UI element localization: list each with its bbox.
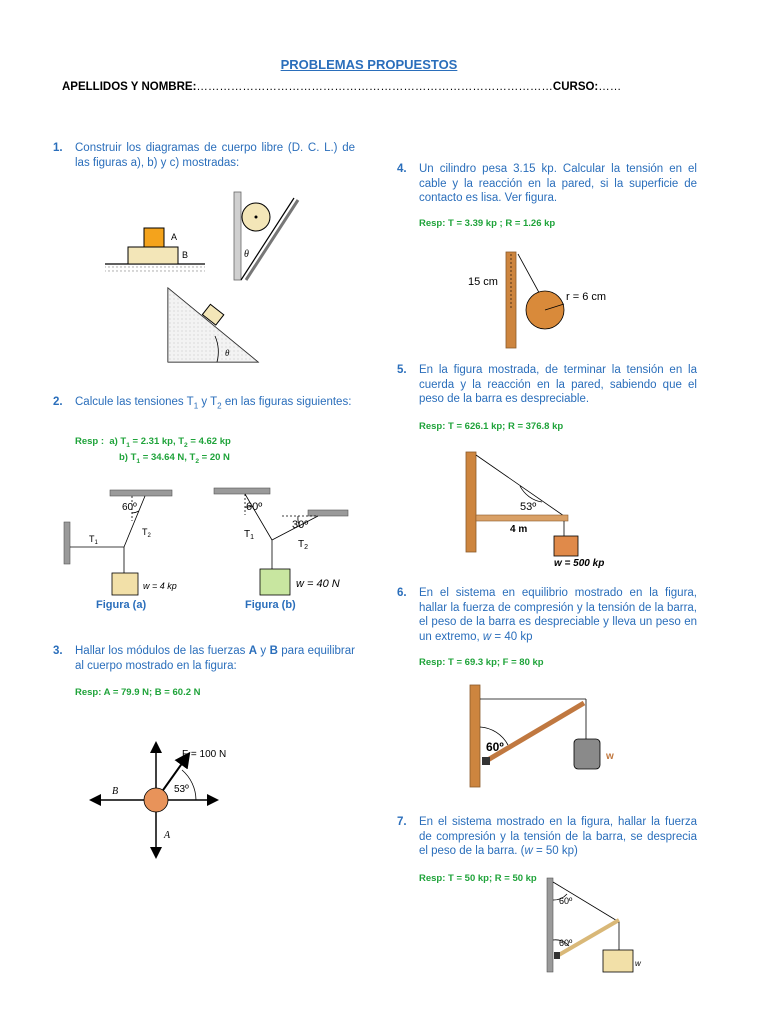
weight-label: w = 4 kp bbox=[143, 581, 177, 591]
ceiling-left bbox=[214, 488, 270, 494]
figure-2b-caption: Figura (b) bbox=[245, 599, 296, 611]
figure-3 bbox=[88, 740, 228, 860]
weight-label: w bbox=[606, 751, 614, 762]
problem-number: 5. bbox=[397, 364, 407, 376]
figure-2a-caption: Figura (a) bbox=[96, 599, 147, 611]
course-label: CURSO: bbox=[552, 81, 599, 93]
wall bbox=[547, 878, 553, 972]
block-b bbox=[128, 247, 178, 264]
hinge bbox=[554, 952, 560, 959]
label-a: A bbox=[171, 232, 178, 242]
problem-number: 3. bbox=[53, 645, 63, 657]
problem-text: Calcule las tensiones $T_1$ y $T_2$ en las figuras siguientes: bbox=[75, 396, 352, 411]
t2-label: $T_2$ bbox=[142, 527, 151, 539]
problem-2 bbox=[53, 395, 355, 414]
problem-text: En el sistema mostrado en la figura, hallar la fuerza de compresión y la tensión de la barra, se desprecia el peso de la barra. (w = 50 kp) bbox=[419, 816, 697, 857]
angle-label: 53º bbox=[174, 784, 189, 795]
problem-text: En la figura mostrada, de terminar la tensión en la cuerda y la reacción en la pared, sabiendo que el peso de la barra es despreciable. bbox=[419, 364, 697, 405]
wall bbox=[466, 452, 476, 552]
weight bbox=[112, 573, 138, 595]
figure-1c bbox=[165, 286, 265, 366]
course-dots: …… bbox=[598, 81, 622, 93]
problem-3 bbox=[53, 644, 355, 673]
answer-2 bbox=[75, 436, 365, 468]
name-label: APELLIDOS Y NOMBRE: bbox=[62, 81, 197, 93]
figure-2a bbox=[62, 487, 202, 599]
weight-label: w bbox=[635, 959, 641, 968]
problem-number: 1. bbox=[53, 142, 63, 154]
problem-7 bbox=[397, 815, 697, 859]
angle-label: 60º bbox=[486, 740, 504, 754]
figure-1a bbox=[100, 222, 210, 278]
angle-60-label: 60º bbox=[246, 501, 263, 513]
wall bbox=[64, 522, 70, 564]
problem-5 bbox=[397, 363, 697, 407]
figure-2b bbox=[210, 485, 355, 603]
cable bbox=[518, 254, 542, 298]
weight bbox=[260, 569, 290, 595]
answer-5: Resp: T = 626.1 kp; R = 376.8 kp bbox=[419, 421, 564, 432]
answer-7: Resp: T = 50 kp; R = 50 kp bbox=[419, 873, 537, 884]
a-label: A bbox=[164, 830, 171, 841]
name-dots: ………………………………………………………………………………… bbox=[196, 81, 553, 93]
angle-bottom-label: 60º bbox=[559, 938, 573, 948]
answer-line-b: b) $T_1 = 34.64$ N, $T_2 = 20$ N bbox=[119, 451, 230, 465]
problem-text: Construir los diagramas de cuerpo libre (D. C. L.) de las figuras a), b) y c) mostradas: bbox=[75, 142, 355, 169]
body bbox=[144, 788, 168, 812]
figure-4 bbox=[462, 250, 622, 350]
problem-text: Hallar los módulos de las fuerzas A y B para equilibrar al cuerpo mostrado en la figura: bbox=[75, 645, 355, 672]
problem-number: 7. bbox=[397, 816, 407, 828]
height-label: 15 cm bbox=[468, 276, 498, 288]
weight-label: w = 500 kp bbox=[554, 558, 605, 569]
ceiling-right bbox=[308, 510, 348, 516]
problem-text: En el sistema en equilibrio mostrado en la figura, hallar la fuerza de compresión y la tensión de la barra, el peso de la barra es despreciable y lleva un peso en un extremo, w = 40 kp bbox=[419, 587, 697, 643]
ground bbox=[105, 264, 205, 274]
wall bbox=[234, 192, 241, 280]
answer-line-a: Resp : a) $T_1 = 2.31$ kp, $T_2 = 4.62$ kp bbox=[75, 436, 231, 449]
page-title: PROBLEMAS PROPUESTOS bbox=[280, 57, 458, 72]
hinge bbox=[482, 757, 490, 765]
ceiling bbox=[110, 490, 172, 496]
student-header bbox=[62, 81, 621, 93]
angle-label: 53º bbox=[520, 501, 537, 513]
answer-6: Resp: T = 69.3 kp; F = 80 kp bbox=[419, 657, 544, 668]
t2-label: $T_2$ bbox=[298, 539, 309, 551]
t1-label: $T_1$ bbox=[89, 534, 98, 546]
figure-5 bbox=[464, 450, 624, 572]
problem-text: Un cilindro pesa 3.15 kp. Calcular la tensión en el cable y la reacción en la pared, si la superficie de contacto es lisa. Ver figura. bbox=[419, 163, 697, 204]
problem-number: 4. bbox=[397, 163, 407, 175]
figure-1b bbox=[232, 190, 302, 285]
theta-label: θ bbox=[244, 249, 249, 260]
angle-label: 60º bbox=[122, 502, 137, 513]
wall bbox=[470, 685, 480, 787]
label-b: B bbox=[182, 250, 189, 260]
force-label: F = 100 N bbox=[182, 749, 227, 760]
answer-3: Resp: A = 79.9 N; B = 60.2 N bbox=[75, 687, 201, 698]
b-label: B bbox=[112, 786, 119, 797]
angle-30-label: 30º bbox=[292, 519, 309, 531]
weight bbox=[574, 739, 600, 769]
problem-number: 6. bbox=[397, 587, 407, 599]
problem-number: 2. bbox=[53, 396, 63, 408]
figure-6 bbox=[468, 683, 628, 791]
theta-label: θ bbox=[225, 348, 230, 358]
weight-label: w = 40 N bbox=[296, 578, 340, 590]
bar bbox=[476, 515, 568, 521]
block-a bbox=[144, 228, 164, 247]
radius-label: r = 6 cm bbox=[566, 291, 607, 303]
angle-top-label: 60º bbox=[559, 896, 573, 906]
problem-6 bbox=[397, 586, 697, 644]
weight bbox=[554, 536, 578, 556]
figure-7 bbox=[545, 876, 655, 976]
problem-1 bbox=[53, 141, 355, 170]
problem-4 bbox=[397, 162, 697, 206]
weight bbox=[603, 950, 633, 972]
t1-label: $T_1$ bbox=[244, 529, 255, 541]
answer-4: Resp: T = 3.39 kp ; R = 1.26 kp bbox=[419, 218, 556, 229]
length-label: 4 m bbox=[510, 524, 528, 535]
